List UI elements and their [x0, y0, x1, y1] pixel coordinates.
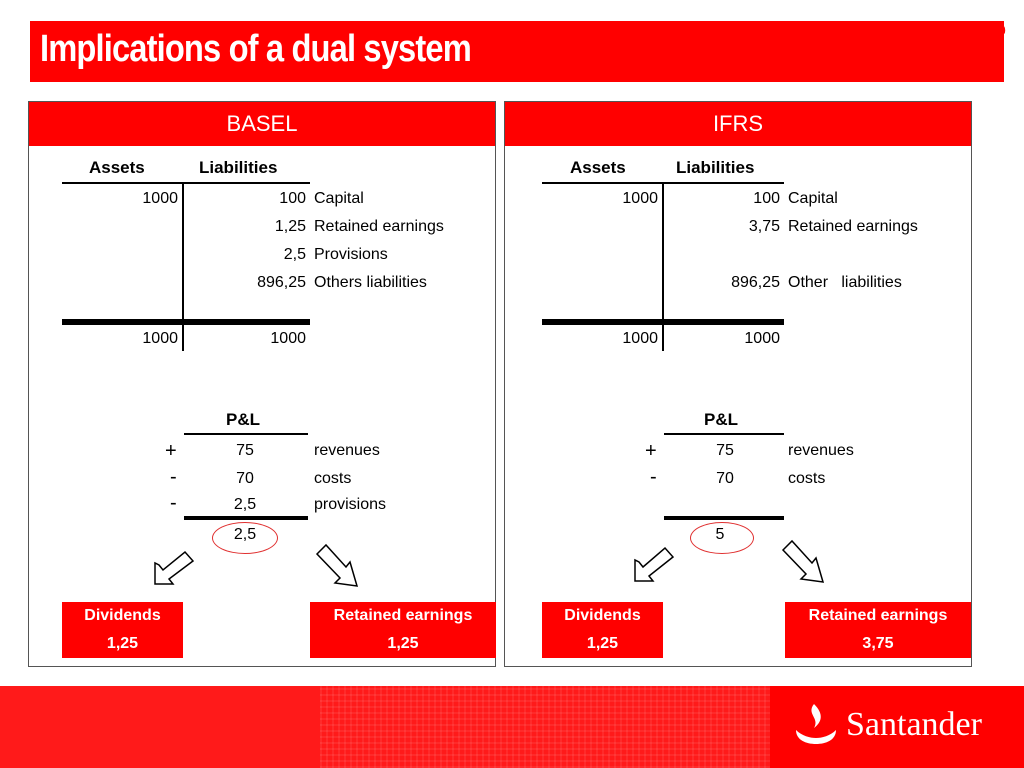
basel-header: BASEL	[29, 102, 495, 146]
slide-title: Implications of a dual system	[40, 28, 471, 70]
basel-liability-value: 2,5	[283, 246, 306, 263]
ifrs-liabilities-header: Liabilities	[676, 158, 755, 177]
ifrs-retained-label: Retained earnings	[808, 607, 948, 624]
ifrs-pl-sign: +	[645, 440, 657, 462]
basel-panel	[28, 101, 496, 667]
ifrs-liability-value: 100	[753, 190, 780, 207]
basel-pl-label: provisions	[314, 496, 387, 513]
ifrs-header: IFRS	[505, 102, 971, 146]
ifrs-liability-label: Other liabilities	[788, 274, 902, 291]
basel-pl-sign: +	[165, 440, 177, 462]
basel-liability-value: 896,25	[257, 274, 306, 291]
basel-total-liabilities: 1000	[270, 330, 306, 347]
ifrs-balance-total-rule	[542, 319, 784, 325]
basel-pl-label: costs	[314, 470, 352, 487]
ifrs-dividends-value: 1,25	[586, 635, 619, 652]
ifrs-dividends-label: Dividends	[564, 607, 641, 624]
ifrs-assets-header: Assets	[570, 158, 626, 177]
basel-balance-divider	[182, 183, 184, 351]
arrow-down-left-icon	[145, 548, 200, 593]
basel-pl-value: 70	[236, 470, 254, 487]
ifrs-asset-value: 1000	[622, 190, 658, 207]
ifrs-dividends-box	[542, 602, 663, 658]
ifrs-retained-value: 3,75	[862, 635, 894, 652]
ifrs-retained-box	[785, 602, 971, 658]
arrow-down-left-icon	[625, 542, 680, 587]
basel-pl-sign: -	[170, 466, 177, 488]
page-number: 0	[998, 22, 1006, 38]
basel-liability-value: 1,25	[274, 218, 306, 235]
ifrs-balance-divider	[662, 183, 664, 351]
ifrs-pl-label: costs	[788, 470, 826, 487]
basel-pl-label: revenues	[314, 442, 380, 459]
ifrs-pl-value: 70	[716, 470, 734, 487]
basel-total-assets: 1000	[142, 330, 178, 347]
brand-name: Santander	[846, 706, 982, 743]
basel-pl-top-rule	[184, 433, 308, 435]
ifrs-total-assets: 1000	[622, 330, 658, 347]
ifrs-pl-sign: -	[650, 466, 657, 488]
ifrs-liability-label: Retained earnings	[788, 218, 918, 235]
basel-balance-top-rule	[62, 182, 310, 184]
basel-pl-sign: -	[170, 492, 177, 514]
ifrs-total-liabilities: 1000	[744, 330, 780, 347]
footer-pattern	[320, 686, 770, 768]
ifrs-pl-value: 75	[716, 442, 734, 459]
basel-retained-label: Retained earnings	[333, 607, 473, 624]
ifrs-liability-value: 3,75	[748, 218, 780, 235]
arrow-down-right-icon	[313, 542, 368, 592]
arrow-down-right-icon	[779, 538, 834, 588]
ifrs-liability-label: Capital	[788, 190, 838, 207]
basel-retained-value: 1,25	[387, 635, 419, 652]
basel-dividends-label: Dividends	[84, 607, 161, 624]
basel-liabilities-header: Liabilities	[199, 158, 278, 177]
ifrs-pl-header: P&L	[704, 410, 738, 429]
ifrs-pl-top-rule	[664, 433, 784, 435]
basel-liability-value: 100	[279, 190, 306, 207]
ifrs-pl-label: revenues	[788, 442, 854, 459]
basel-pl-header: P&L	[226, 410, 260, 429]
basel-liability-label: Provisions	[314, 246, 388, 263]
basel-dividends-box	[62, 602, 183, 658]
basel-pl-value: 2,5	[233, 496, 257, 513]
basel-pl-total-rule	[184, 516, 308, 520]
ifrs-pl-total-rule	[664, 516, 784, 520]
ifrs-liability-value: 896,25	[731, 274, 780, 291]
basel-dividends-value: 1,25	[106, 635, 139, 652]
basel-liability-label: Capital	[314, 190, 364, 207]
basel-pl-value: 75	[236, 442, 254, 459]
basel-retained-box	[310, 602, 496, 658]
basel-assets-header: Assets	[89, 158, 145, 177]
basel-asset-value: 1000	[142, 190, 178, 207]
basel-balance-total-rule	[62, 319, 310, 325]
basel-liability-label: Others liabilities	[314, 274, 427, 291]
flame-logo-icon	[792, 700, 840, 748]
ifrs-panel	[504, 101, 972, 667]
basel-liability-label: Retained earnings	[314, 218, 444, 235]
ifrs-pl-result: 5	[715, 526, 725, 543]
basel-pl-result: 2,5	[233, 526, 257, 543]
